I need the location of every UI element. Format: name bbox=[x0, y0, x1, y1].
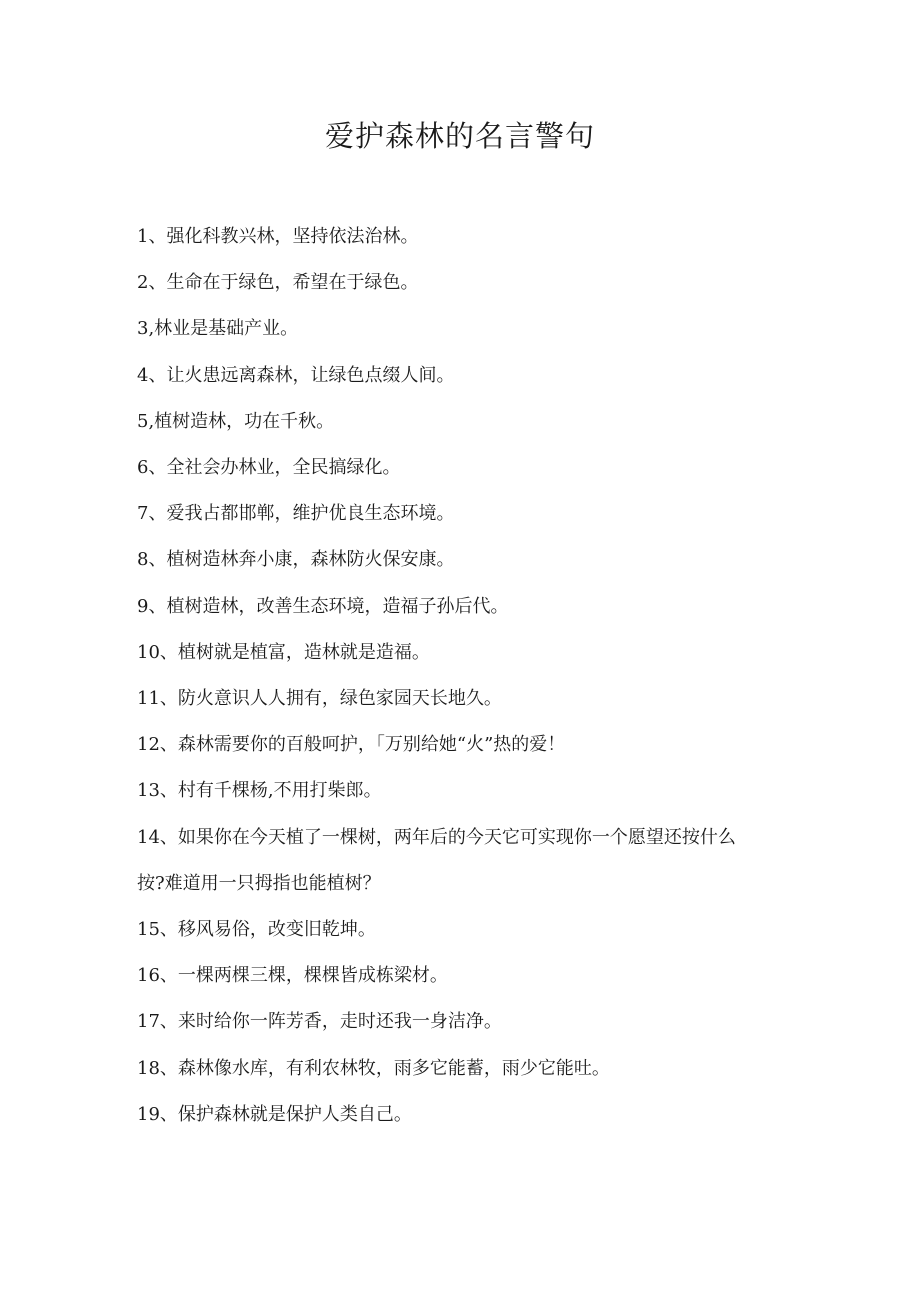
list-item: 17、来时给你一阵芳香，走时还我一身洁净。 bbox=[137, 1011, 502, 1033]
list-item: 18、森林像水库，有利农林牧，雨多它能蓄，雨少它能吐。 bbox=[137, 1057, 610, 1079]
quote-list bbox=[137, 214, 777, 1138]
list-item: 12、森林需要你的百般呵护，「万别给她“火”热的爱！ bbox=[137, 734, 566, 756]
list-item: 13、村有千棵杨,不用打柴郎。 bbox=[137, 780, 382, 802]
list-item: 11、防火意识人人拥有，绿色家园天长地久。 bbox=[137, 688, 502, 710]
list-item: 1、强化科教兴林，坚持依法治林。 bbox=[137, 226, 419, 247]
page-title: 爱护森林的名言警句 bbox=[324, 119, 595, 153]
list-item: 7、爱我占都邯郸，维护优良生态环境。 bbox=[137, 503, 455, 525]
list-item: 15、移风易俗，改变旧乾坤。 bbox=[137, 919, 376, 941]
list-item: 16、一棵两棵三棵，棵棵皆成栋梁材。 bbox=[137, 965, 448, 987]
list-item: 5,植树造林，功在千秋。 bbox=[137, 410, 335, 432]
list-item: 4、让火患远离森林，让绿色点缀人间。 bbox=[137, 364, 455, 386]
list-item: 6、全社会办林业，全民搞绿化。 bbox=[137, 457, 401, 479]
list-item: 3,林业是基础产业。 bbox=[137, 318, 299, 340]
list-item: 14、如果你在今天植了一棵树，两年后的今天它可实现你一个愿望还按什么按?难道用一只拇指也能植树？ bbox=[137, 826, 736, 894]
list-item: 2、生命在于绿色，希望在于绿色。 bbox=[137, 272, 419, 294]
list-item: 8、植树造林奔小康，森林防火保安康。 bbox=[137, 549, 455, 571]
list-item: 9、植树造林，改善生态环境，造福子孙后代。 bbox=[137, 595, 509, 617]
list-item: 10、植树就是植富，造林就是造福。 bbox=[137, 641, 430, 663]
list-item: 19、保护森林就是保护人类自己。 bbox=[137, 1103, 412, 1125]
